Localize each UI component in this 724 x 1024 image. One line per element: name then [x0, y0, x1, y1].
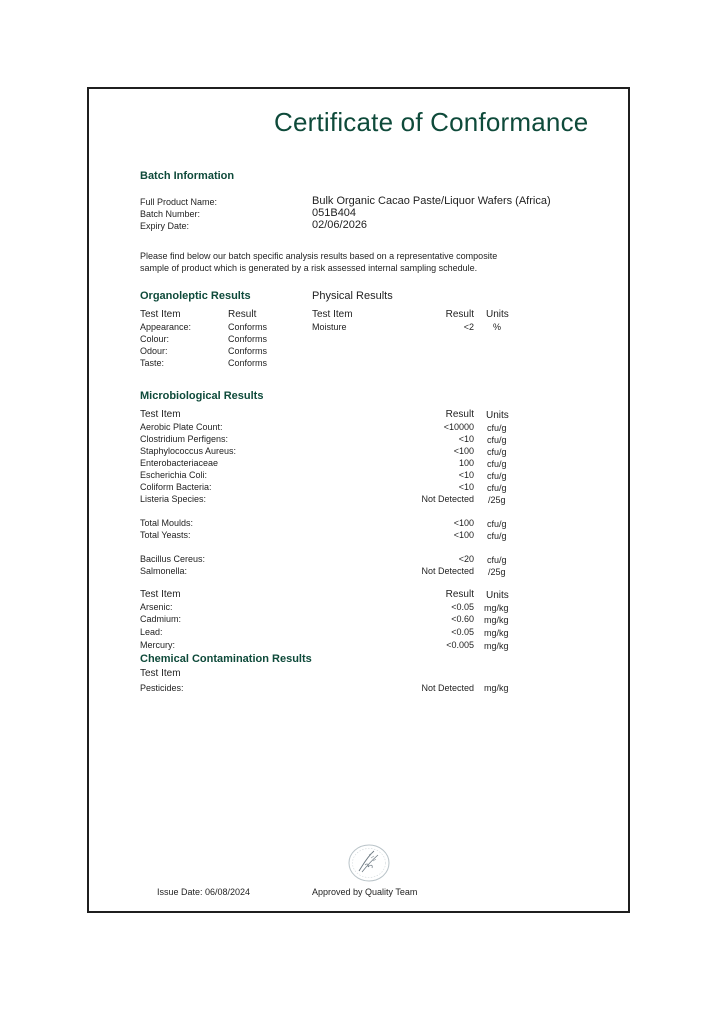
- batch-heading: Batch Information: [140, 170, 235, 182]
- micro-item: Enterobacteriaceae: [140, 458, 219, 468]
- micro-item: Salmonella:: [140, 566, 188, 576]
- chemical-item: Pesticides:: [140, 683, 184, 693]
- micro-col-result: Result: [445, 409, 474, 420]
- batch-value-number: 051B404: [312, 207, 357, 219]
- micro-units: /25g: [488, 567, 506, 577]
- metals-units: mg/kg: [484, 628, 509, 638]
- micro-item: Bacillus Cereus:: [140, 554, 206, 564]
- physical-item: Moisture: [312, 322, 347, 332]
- micro-heading: Microbiological Results: [140, 390, 264, 402]
- issue-date: Issue Date: 06/08/2024: [157, 887, 251, 897]
- chemical-col-item: Test Item: [140, 668, 181, 679]
- micro-item: Total Yeasts:: [140, 530, 191, 540]
- micro-units: cfu/g: [487, 555, 507, 565]
- micro-result: <20: [458, 554, 474, 564]
- metals-item: Cadmium:: [140, 614, 182, 624]
- metals-units: mg/kg: [484, 615, 509, 625]
- batch-value-expiry: 02/06/2026: [312, 219, 368, 231]
- organoleptic-heading: Organoleptic Results: [140, 290, 251, 302]
- metals-col-item: Test Item: [140, 589, 181, 600]
- chemical-result: Not Detected: [421, 683, 474, 693]
- micro-result: <100: [453, 518, 474, 528]
- organoleptic-item: Colour:: [140, 334, 170, 344]
- metals-item: Mercury:: [140, 640, 176, 650]
- micro-result: <10000: [443, 422, 474, 432]
- organoleptic-result: Conforms: [228, 358, 268, 368]
- physical-col-units: Units: [486, 309, 509, 320]
- batch-value-product: Bulk Organic Cacao Paste/Liquor Wafers (Africa): [312, 195, 551, 207]
- micro-result: <10: [458, 482, 474, 492]
- micro-units: cfu/g: [487, 459, 507, 469]
- organoleptic-col-item: Test Item: [140, 309, 181, 320]
- intro-line-1: Please find below our batch specific analysis results based on a representative composite: [140, 251, 498, 261]
- metals-result: <0.005: [446, 640, 474, 650]
- micro-result: <100: [453, 446, 474, 456]
- organoleptic-result: Conforms: [228, 346, 268, 356]
- metals-units: mg/kg: [484, 641, 509, 651]
- physical-col-result: Result: [445, 309, 474, 320]
- batch-label-number: Batch Number:: [140, 209, 201, 219]
- metals-item: Lead:: [140, 627, 163, 637]
- micro-units: cfu/g: [487, 483, 507, 493]
- micro-units: cfu/g: [487, 519, 507, 529]
- intro-line-2: sample of product which is generated by a risk assessed internal sampling schedule.: [140, 263, 478, 273]
- organoleptic-item: Taste:: [140, 358, 165, 368]
- micro-item: Clostridium Perfigens:: [140, 434, 229, 444]
- micro-col-units: Units: [486, 410, 509, 421]
- micro-col-item: Test Item: [140, 409, 181, 420]
- micro-result: <10: [458, 434, 474, 444]
- micro-item: Escherichia Coli:: [140, 470, 208, 480]
- micro-item: Total Moulds:: [140, 518, 194, 528]
- physical-units: %: [493, 322, 502, 332]
- organoleptic-result: Conforms: [228, 334, 268, 344]
- physical-col-item: Test Item: [312, 309, 353, 320]
- micro-result: <100: [453, 530, 474, 540]
- micro-result: Not Detected: [421, 494, 474, 504]
- micro-units: cfu/g: [487, 531, 507, 541]
- micro-result: Not Detected: [421, 566, 474, 576]
- organoleptic-item: Odour:: [140, 346, 168, 356]
- organoleptic-result: Conforms: [228, 322, 268, 332]
- metals-item: Arsenic:: [140, 602, 173, 612]
- page-title: Certificate of Conformance: [274, 107, 589, 137]
- micro-units: /25g: [488, 495, 506, 505]
- micro-item: Aerobic Plate Count:: [140, 422, 223, 432]
- micro-result: 100: [458, 458, 474, 468]
- organoleptic-item: Appearance:: [140, 322, 192, 332]
- micro-units: cfu/g: [487, 423, 507, 433]
- chemical-units: mg/kg: [484, 683, 509, 693]
- physical-result: <2: [463, 322, 474, 332]
- micro-item: Staphylococcus Aureus:: [140, 446, 237, 456]
- metals-units: mg/kg: [484, 603, 509, 613]
- batch-label-expiry: Expiry Date:: [140, 221, 190, 231]
- metals-result: <0.05: [451, 602, 474, 612]
- chemical-heading: Chemical Contamination Results: [140, 653, 312, 665]
- micro-result: <10: [458, 470, 474, 480]
- micro-units: cfu/g: [487, 435, 507, 445]
- quality-seal-icon: [347, 843, 391, 883]
- metals-result: <0.60: [451, 614, 474, 624]
- micro-item: Listeria Species:: [140, 494, 207, 504]
- metals-result: <0.05: [451, 627, 474, 637]
- metals-col-units: Units: [486, 590, 509, 601]
- batch-label-product: Full Product Name:: [140, 197, 218, 207]
- micro-item: Coliform Bacteria:: [140, 482, 212, 492]
- micro-units: cfu/g: [487, 447, 507, 457]
- metals-col-result: Result: [445, 589, 474, 600]
- approval-note: Approved by Quality Team: [312, 887, 418, 897]
- physical-heading: Physical Results: [312, 290, 393, 302]
- micro-units: cfu/g: [487, 471, 507, 481]
- organoleptic-col-result: Result: [228, 309, 257, 320]
